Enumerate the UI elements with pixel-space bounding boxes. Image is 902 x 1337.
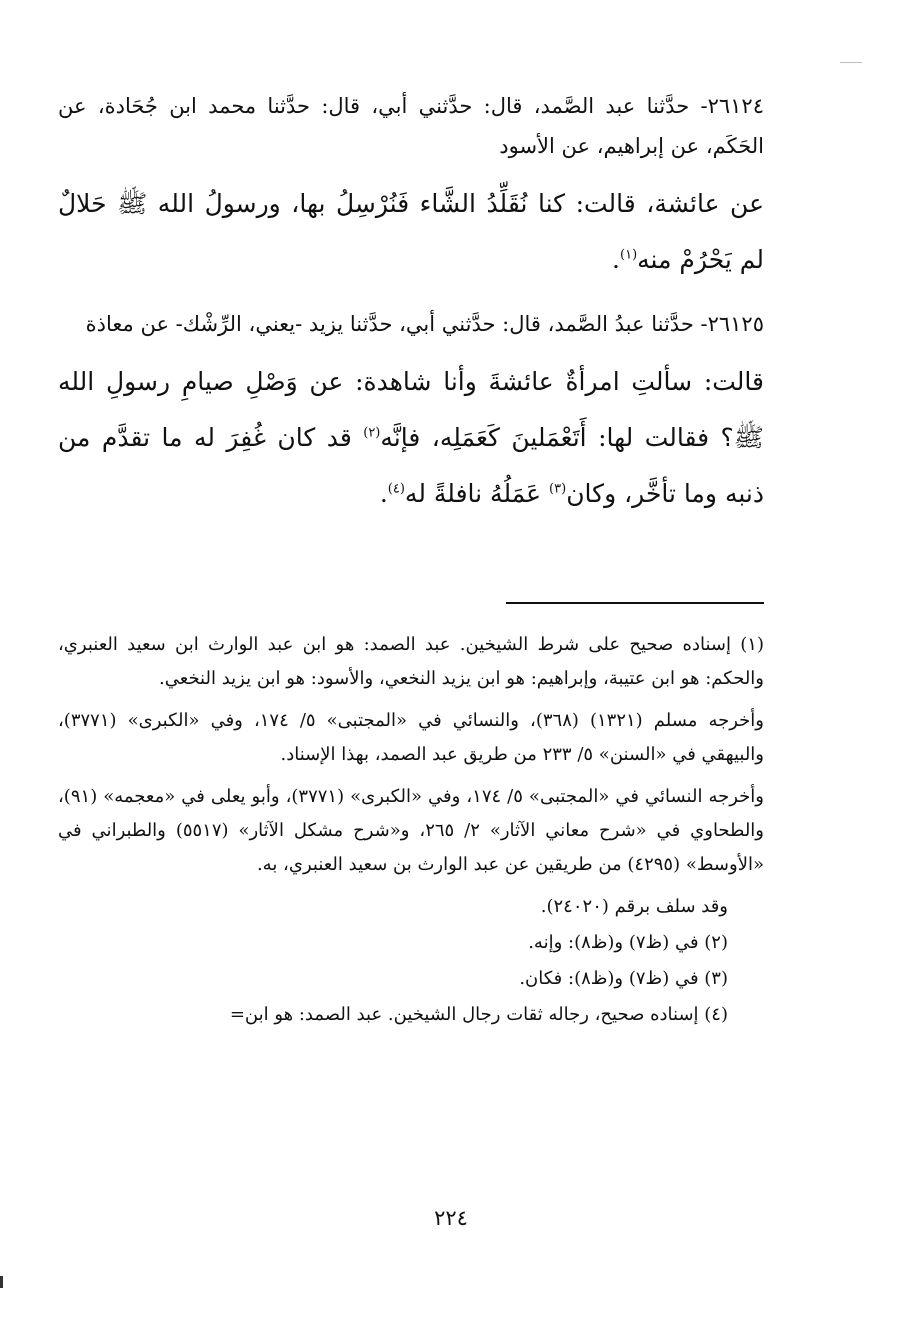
footnote-1: (١) إسناده صحيح على شرط الشيخين. عبد الصمد: هو ابن عبد الوارث ابن سعيد العنبري، والحكم: هو ابن عتيبة، وإبراهيم: هو ابن يزيد النخعي، والأسود: هو ابن يزيد النخعي. xyxy=(58,634,764,689)
footnote-ref-3[interactable]: (٣) xyxy=(549,481,567,497)
hadith-26125-matn-part1: قالت: سألتِ امرأةٌ عائشةَ وأنا شاهدة: عن وَصْلِ صيامِ رسولِ الله ﷺ؟ فقالت لها: أَتَعْمَلينَ كَعَمَلِه، فإنَّه xyxy=(58,367,764,452)
hadith-26124-matn-text: عن عائشة، قالت: كنا نُقَلِّدُ الشَّاء فَنُرْسِلُ بها، ورسولُ الله ﷺ حَلالٌ لم يَحْرُمْ منه xyxy=(58,189,764,274)
footnote-separator xyxy=(506,602,764,604)
hadith-26124-matn-end: . xyxy=(612,245,620,274)
hadith-26125-matn-part2: قد كان غُفِرَ له ما تقدَّم من ذنبه وما تأخَّر، وكان xyxy=(58,423,764,508)
hadith-26124-matn xyxy=(58,176,764,288)
footnote-1-cross-ref: وقد سلف برقم (٢٤٠٢٠). xyxy=(540,896,728,917)
footnote-1-takhrij-b: وأخرجه النسائي في «المجتبى» ٥/ ١٧٤، وفي «الكبرى» (٣٧٧١)، وأبو يعلى في «معجمه» (٩١)، والطحاوي في «شرح معاني الآثار» ٢/ ٢٦٥، و«شرح مشكل الآثار» (٥٥١٧) والطبراني في «الأوسط» (٤٢٩٥) من طريقين عن عبد الوارث بن سعيد العنبري، به. xyxy=(58,786,764,875)
hadith-26125-matn xyxy=(58,354,764,522)
footnote-4: (٤) إسناده صحيح، رجاله ثقات رجال الشيخين. عبد الصمد: هو ابن= xyxy=(229,1004,728,1025)
footnote-ref-2[interactable]: (٢) xyxy=(363,425,381,441)
main-text xyxy=(58,86,764,538)
page-number: ٢٢٤ xyxy=(434,1206,468,1230)
scan-corner-mark xyxy=(840,62,862,63)
hadith-26124-isnad: ٢٦١٢٤- حدَّثنا عبد الصَّمد، قال: حدَّثني أبي، قال: حدَّثنا محمد ابن جُحَادة، عن الحَكَم، عن إبراهيم، عن الأسود xyxy=(58,94,764,158)
scan-edge-mark xyxy=(0,1276,3,1288)
footnotes xyxy=(58,628,764,1034)
footnote-ref-4[interactable]: (٤) xyxy=(387,481,405,497)
hadith-26125-matn-part3: عَمَلُهُ نافلةً له xyxy=(404,479,550,508)
footnote-3: (٣) في (ظ٧) و(ظ٨): فكان. xyxy=(519,968,728,989)
hadith-26125-isnad: ٢٦١٢٥- حدَّثنا عبدُ الصَّمد، قال: حدَّثني أبي، حدَّثنا يزيد -يعني، الرِّشْك- عن معاذة xyxy=(85,312,764,336)
hadith-26125-matn-end: . xyxy=(379,479,388,508)
footnote-1-takhrij-a: وأخرجه مسلم (١٣٢١) (٣٦٨)، والنسائي في «المجتبى» ٥/ ١٧٤، وفي «الكبرى» (٣٧٧١)، والبيهقي في «السنن» ٥/ ٢٣٣ من طريق عبد الصمد، بهذا الإسناد. xyxy=(58,710,764,765)
footnote-ref-1[interactable]: (١) xyxy=(620,247,638,263)
footnote-2: (٢) في (ظ٧) و(ظ٨): وإنه. xyxy=(528,932,728,953)
